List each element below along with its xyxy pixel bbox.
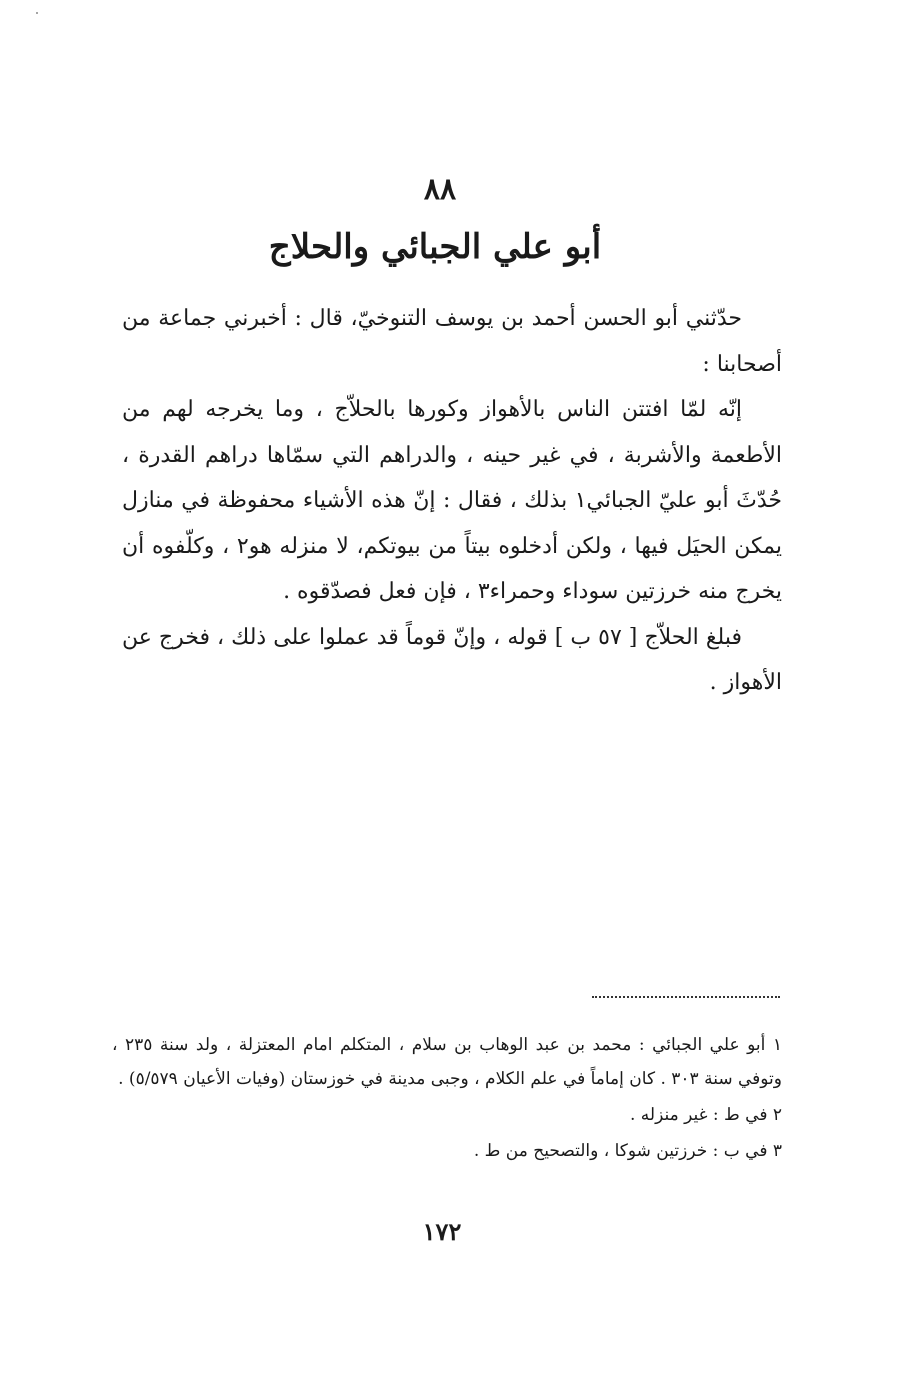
paragraph-3: فبلغ الحلاّج [ ٥٧ ب ] قوله ، وإنّ قوماً قد عملوا على ذلك ، فخرج عن الأهواز .	[122, 624, 782, 695]
story-title: أبو علي الجبائي والحلاج	[268, 227, 602, 267]
paragraph-2: إنّه لمّا افتتن الناس بالأهواز وكورها بالحلاّج ، وما يخرجه لهم من الأطعمة والأشربة ، في غير حينه ، والدراهم التي سمّاها دراهم القدرة ، حُدّثَ أبو عليّ الجبائي١ بذلك ، فقال : إنّ هذه الأشياء محفوظة في منازل يمكن الحيَل فيها ، ولكن أدخلوه بيتاً من بيوتكم، لا منزله هو٢ ، وكلّفوه أن يخرج منه خرزتين سوداء وحمراء٣ ، فإن فعل فصدّقوه .	[122, 397, 783, 604]
story-body	[122, 296, 782, 706]
footnote-separator	[592, 996, 780, 998]
story-number: ٨٨	[423, 172, 457, 207]
footnote-1: ١ أبو علي الجبائي : محمد بن عبد الوهاب بن سلام ، المتكلم امام المعتزلة ، ولد سنة ٢٣٥ ، وتوفي سنة ٣٠٣ . كان إماماً في علم الكلام ، وجبى مدينة في خوزستان (وفيات الأعيان ٥/٥٧٩) .	[112, 1035, 782, 1089]
footnote-2: ٢ في ط : غير منزله .	[629, 1105, 782, 1125]
footnote-3: ٣ في ب : خرزتين شوكا ، والتصحيح من ط .	[473, 1141, 782, 1161]
page-number: ١٧٢	[422, 1217, 462, 1246]
paragraph-1: حدّثني أبو الحسن أحمد بن يوسف التنوخيّ، قال : أخبرني جماعة من أصحابنا :	[122, 306, 782, 377]
footnotes	[112, 1028, 782, 1170]
scan-speck	[36, 12, 38, 14]
